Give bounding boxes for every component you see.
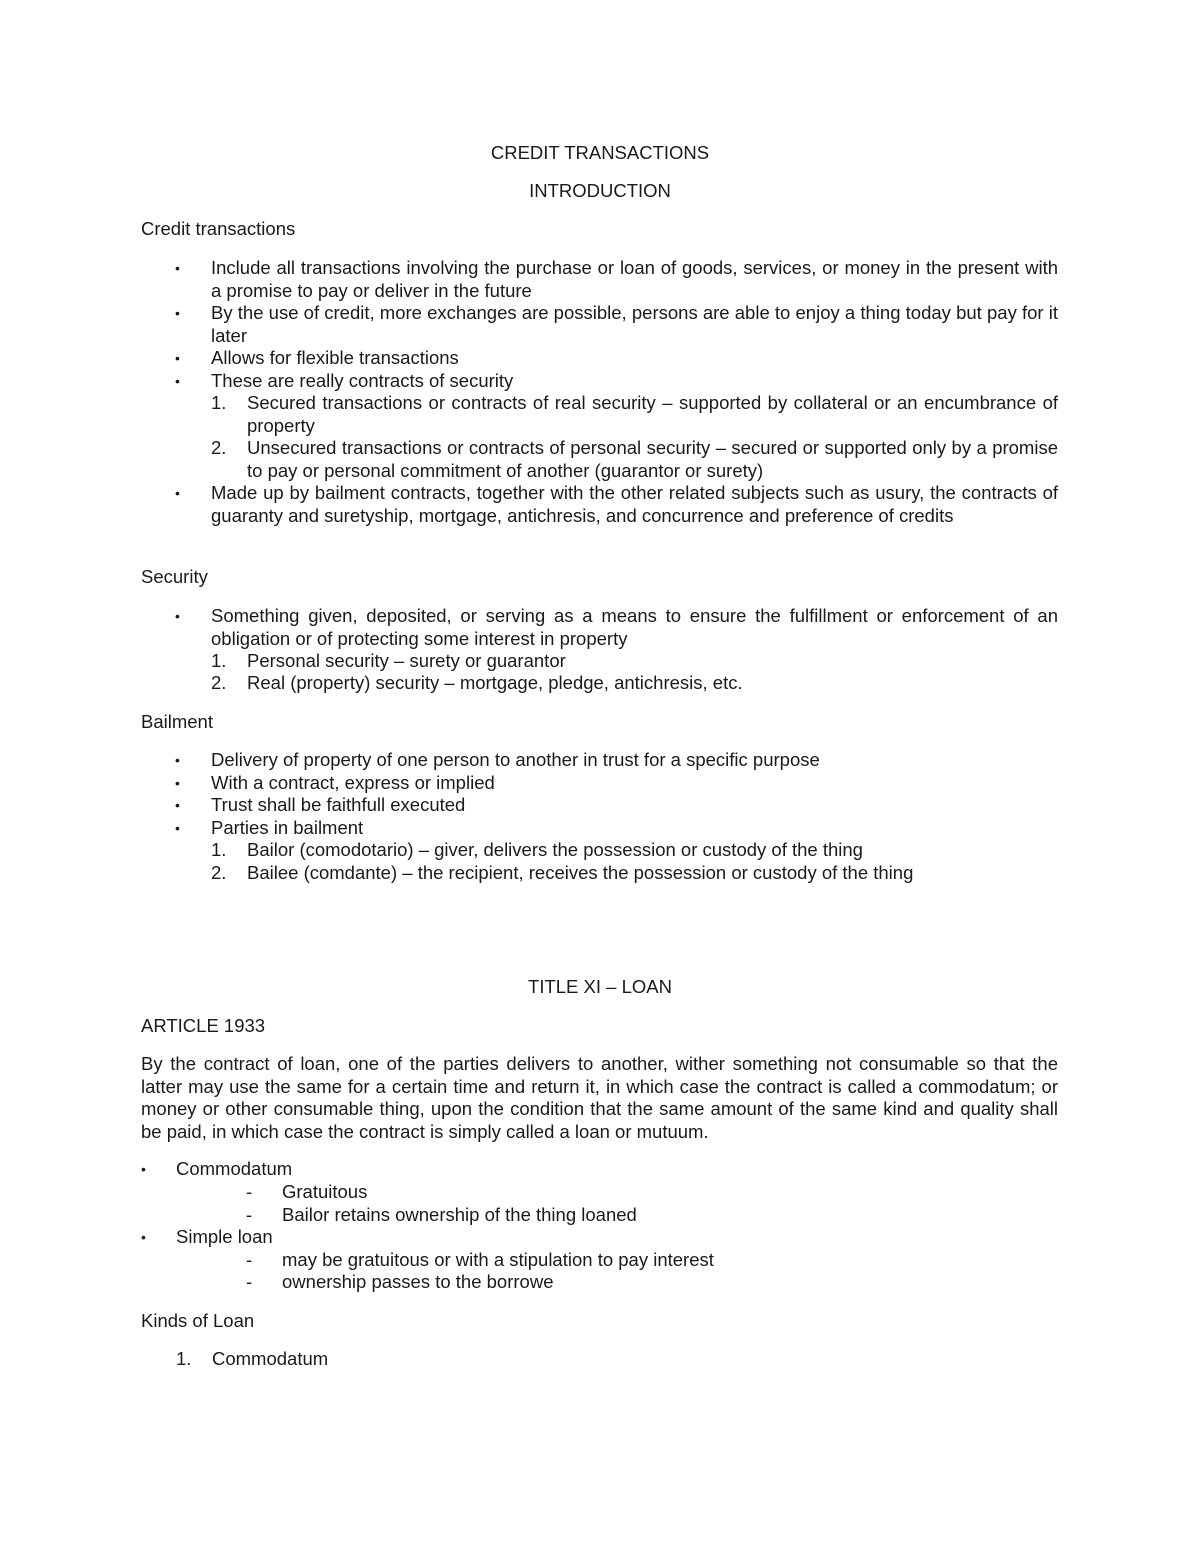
section-heading-bailment: Bailment [141,711,213,732]
section-heading-credit-transactions: Credit transactions [141,218,296,239]
bullet-icon: • [175,260,180,276]
bullet-icon: • [175,752,180,768]
bullet-icon: • [175,485,180,501]
document-page: CREDIT TRANSACTIONS INTRODUCTION Credit transactions • Include all transactions involving the purchase or loan of goods, services, or money in the present with a promise to pay or deliver in the future • By the use of credit, more exchanges are possible, persons are able to enjoy a thing today but pay for it later • Allows for flexible transactions • These are really contracts of security 1. Secured transactions or contracts of real security – supported by collateral or an encumbrance of property 2. Unsecured transactions or contracts of personal security – secured or supported only by a promise to pay or personal commitment of another (guarantor or surety) • Made up by bailment contracts, together with the other related subjects such as usury, the contracts of guaranty and suretyship, mortgage, antichresis, and concurrence and preference of credits Security • Something given, deposited, or serving as a means to ensure the fulfillment or enforcement of an obligation or of protecting some interest in property 1. Personal security – surety or guarantor 2. Real (property) security – mortgage, pledge, antichresis, etc. Bailment • Delivery of property of one person to another in trust for a specific purpose • With a contract, express or implied • Trust shall be faithfull executed • Parties in bailment 1. Bailor (comodotario) – giver, delivers the possession or custody of the thing 2. Bailee (comdante) – the recipient, receives the possession or custody of the thing TITLE XI – LOAN ARTICLE 1933 By the contract of loan, one of the parties delivers to another, wither something not consumable so that the latter may use the same for a certain time and return it, in which case the contract is called a commodatum; or money or other consumable thing, upon the condition that the same amount of the same kind and quality shall be paid, in which case the contract is simply called a loan or mutuum. • Commodatum - Gratuitous - Bailor retains ownership of the thing loaned • Simple loan - may be gratuitous or with a stipulation to pay interest - ownership passes to the borrowe Kinds of Loan 1. Commodatum [0,0,1200,1553]
bullet-icon: • [175,350,180,366]
document-title: CREDIT TRANSACTIONS [490,142,710,163]
article-body: By the contract of loan, one of the parties delivers to another, wither something not consumable so that the latter may use the same for a certain time and return it, in which case the contract is called a commodatum; or money or other consumable thing, upon the condition that the same amount of the same kind and quality shall be paid, in which case the contract is simply called a loan or mutuum. [141,1053,1058,1142]
bullet-icon: • [175,373,180,389]
bullet-icon: • [175,797,180,813]
title-xi-heading: TITLE XI – LOAN [528,976,672,997]
article-heading: ARTICLE 1933 [141,1015,266,1036]
bullet-icon: • [175,775,180,791]
bullet-icon: • [175,820,180,836]
numbered-item: 1. Commodatum [176,1348,329,1369]
bullet-icon: • [175,305,180,321]
section-heading-security: Security [141,566,208,587]
bullet-icon: • [175,608,180,624]
section-heading-kinds-of-loan: Kinds of Loan [141,1310,255,1331]
introduction-heading: INTRODUCTION [529,180,671,201]
bullet-icon: • [141,1229,146,1245]
bullet-icon: • [141,1161,146,1177]
